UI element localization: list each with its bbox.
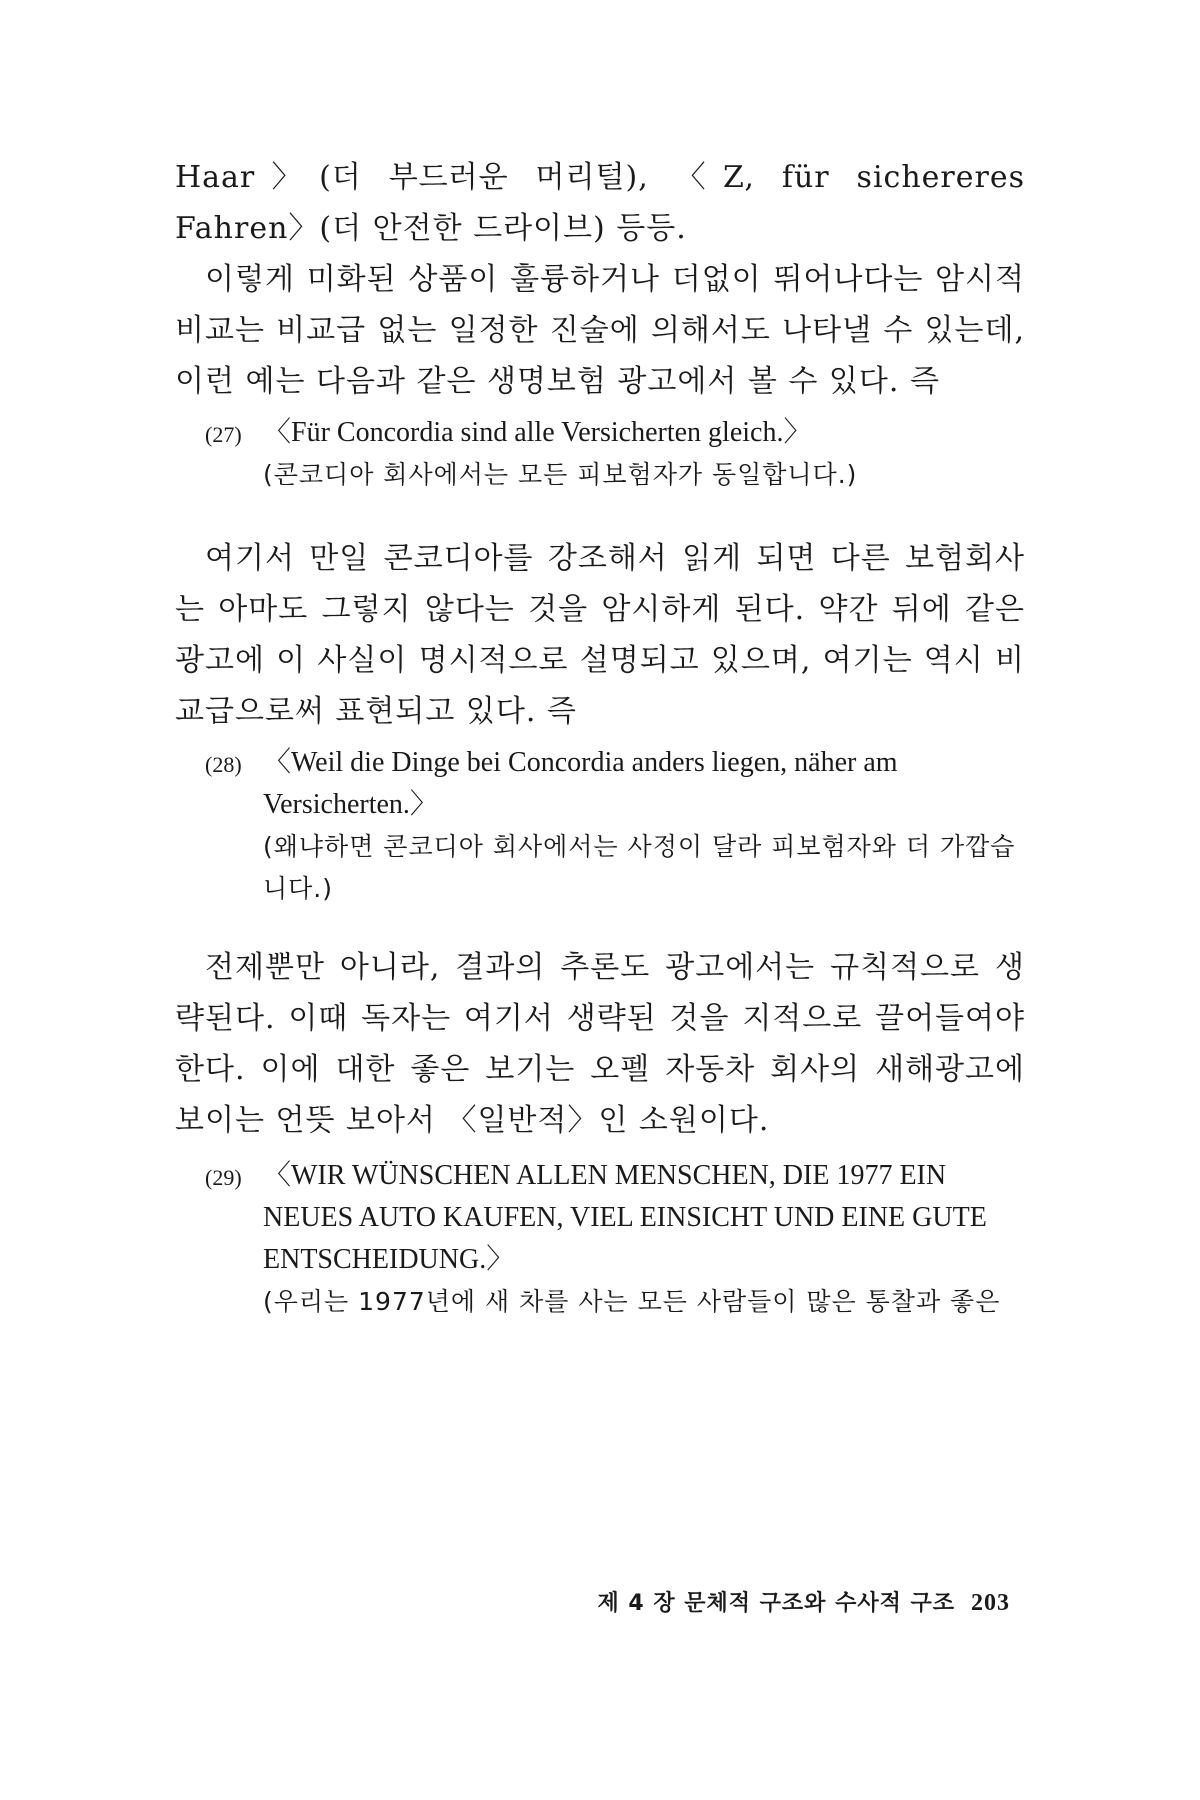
running-footer [597,1586,1010,1617]
example-number: (28) [205,752,242,777]
example-number: (29) [205,1165,242,1190]
example-german-text: 〈Für Concordia sind alle Versicherten gleich.〉 [263,417,812,448]
paragraph-2: 이렇게 미화된 상품이 훌륭하거나 더없이 뛰어나다는 암시적 비교는 비교급 없는 일정한 진술에 의해서도 나타낼 수 있는데, 이런 예는 다음과 같은 생명보험 광고에서 볼 수 있다. 즉 [175,262,1025,399]
paragraph-3-block [175,533,1025,737]
example-german-text: 〈WIR WÜNSCHEN ALLEN MENSCHEN, DIE 1977 EIN NEUES AUTO KAUFEN, VIEL EINSICHT UND EINE GUTE ENTSCHEIDUNG.〉 [263,1160,987,1275]
page-number: 203 [971,1590,1010,1616]
paragraph-continuation [175,152,1025,407]
paragraph-1: Haar〉(더 부드러운 머리털), 〈Z, für sichereres Fahren〉(더 안전한 드라이브) 등등. [175,160,1025,246]
example-28 [205,742,1025,910]
example-27 [205,412,1025,496]
example-german-text: 〈Weil die Dinge bei Concordia anders liegen, näher am Versicherten.〉 [263,747,898,820]
example-number: (27) [205,422,242,447]
example-korean-translation: (콘코디아 회사에서는 모든 피보험자가 동일합니다.) [263,460,858,489]
paragraph-4: 전제뿐만 아니라, 결과의 추론도 광고에서는 규칙적으로 생략된다. 이때 독자는 여기서 생략된 것을 지적으로 끌어들여야 한다. 이에 대한 좋은 보기는 오펠 자동차 회사의 새해광고에 보이는 언뜻 보아서 〈일반적〉인 소원이다. [175,950,1025,1138]
example-korean-translation: (우리는 1977년에 새 차를 사는 모든 사람들이 많은 통찰과 좋은 [263,1287,1001,1316]
example-korean-translation: (왜냐하면 콘코디아 회사에서는 사정이 달라 피보험자와 더 가깝습니다.) [263,832,1016,903]
chapter-title: 제 4 장 문체적 구조와 수사적 구조 [597,1591,955,1616]
example-29 [205,1155,1025,1323]
paragraph-3: 여기서 만일 콘코디아를 강조해서 읽게 되면 다른 보험회사는 아마도 그렇지 않다는 것을 암시하게 된다. 약간 뒤에 같은 광고에 이 사실이 명시적으로 설명되고 있으며, 여기는 역시 비교급으로써 표현되고 있다. 즉 [175,541,1025,729]
paragraph-4-block [175,942,1025,1146]
